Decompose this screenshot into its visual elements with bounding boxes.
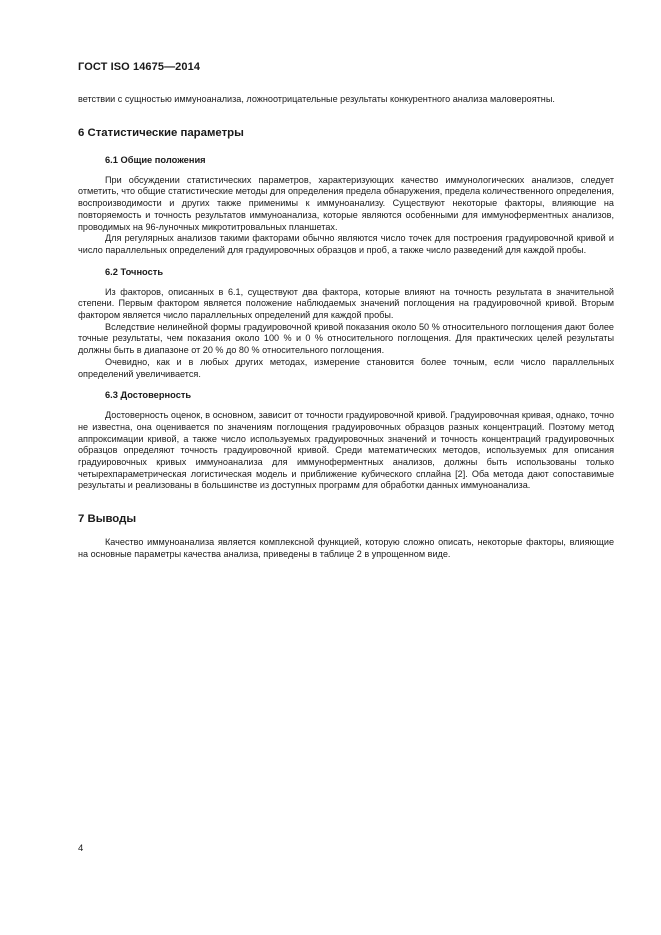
subsection-6-3-heading: 6.3 Достоверность [105, 390, 192, 401]
section-6-heading: 6 Статистические параметры [78, 126, 244, 139]
subsection-6-1-heading: 6.1 Общие положения [105, 154, 206, 165]
intro-paragraph: ветствии с сущностью иммуноанализа, ложноотрицательные результаты конкурентного анализа маловероятны. [78, 94, 555, 104]
section-7-heading: 7 Выводы [78, 513, 137, 526]
document-header: ГОСТ ISO 14675—2014 [78, 61, 201, 73]
page-number: 4 [78, 843, 84, 854]
document-body [78, 94, 614, 561]
paragraph-6-1-1: При обсуждении статистических параметров, характеризующих качество иммунологических анализов, следует отметить, что общие статистические методы для определения предела обнаружения, предела количественного определения, воспроизводимости и других также применимы к иммуноанализу. Существуют некоторые факторы, влияющие на повторяемость и точность результатов иммуноанализа, которые являются особенными для иммуноферментных анализов, проводимых на 96-луночных микротитровальных планшетах. [78, 174, 614, 232]
paragraph-7-1: Качество иммуноанализа является комплексной функцией, которую сложно описать, некоторые факторы, влияющие на основные параметры качества анализа, приведены в таблице 2 в упрощенном виде. [78, 537, 614, 559]
paragraph-6-2-2: Вследствие нелинейной формы градуировочной кривой показания около 50 % относительного поглощения дают более точные результаты, чем показания около 100 % и 0 % относительного поглощения. Для практических целей результаты должны быть в диапазоне от 20 % до 80 % относительного поглощения. [78, 321, 614, 356]
subsection-6-2-heading: 6.2 Точность [105, 266, 164, 277]
paragraph-6-1-2: Для регулярных анализов такими факторами обычно являются число точек для построения градуировочной кривой и число параллельных определений для градуировочных образцов и проб, а также число разведений для каждой пробы. [78, 233, 614, 255]
paragraph-6-2-3: Очевидно, как и в любых других методах, измерение становится более точным, если число параллельных определений увеличивается. [78, 356, 614, 379]
paragraph-6-2-1: Из факторов, описанных в 6.1, существуют два фактора, которые влияют на точность результата в значительной степени. Первым фактором является положение наблюдаемых значений поглощения на градуировочной кривой. Вторым фактором является число параллельных определений для каждой пробы. [78, 286, 614, 321]
paragraph-6-3-1: Достоверность оценок, в основном, зависит от точности градуировочной кривой. Градуировочная кривая, однако, точно не известна, она оценивается по значениям поглощения градуировочных образцов разных концентраций. Поэтому метод аппроксимации кривой, а также число используемых градуировочных значений и точность концентраций градуировочных образцов определяют точность градуировочной кривой. Среди математических методов, используемых для описания градуировочных кривых иммуноанализа для иммуноферментных анализов, должны быть использованы только четырехпараметрическая логистическая модель и приближение кубического сплайна [2]. Оба метода дают сопоставимые результаты и реализованы в большинстве из доступных программ для обработки данных иммуноанализа. [78, 410, 614, 491]
